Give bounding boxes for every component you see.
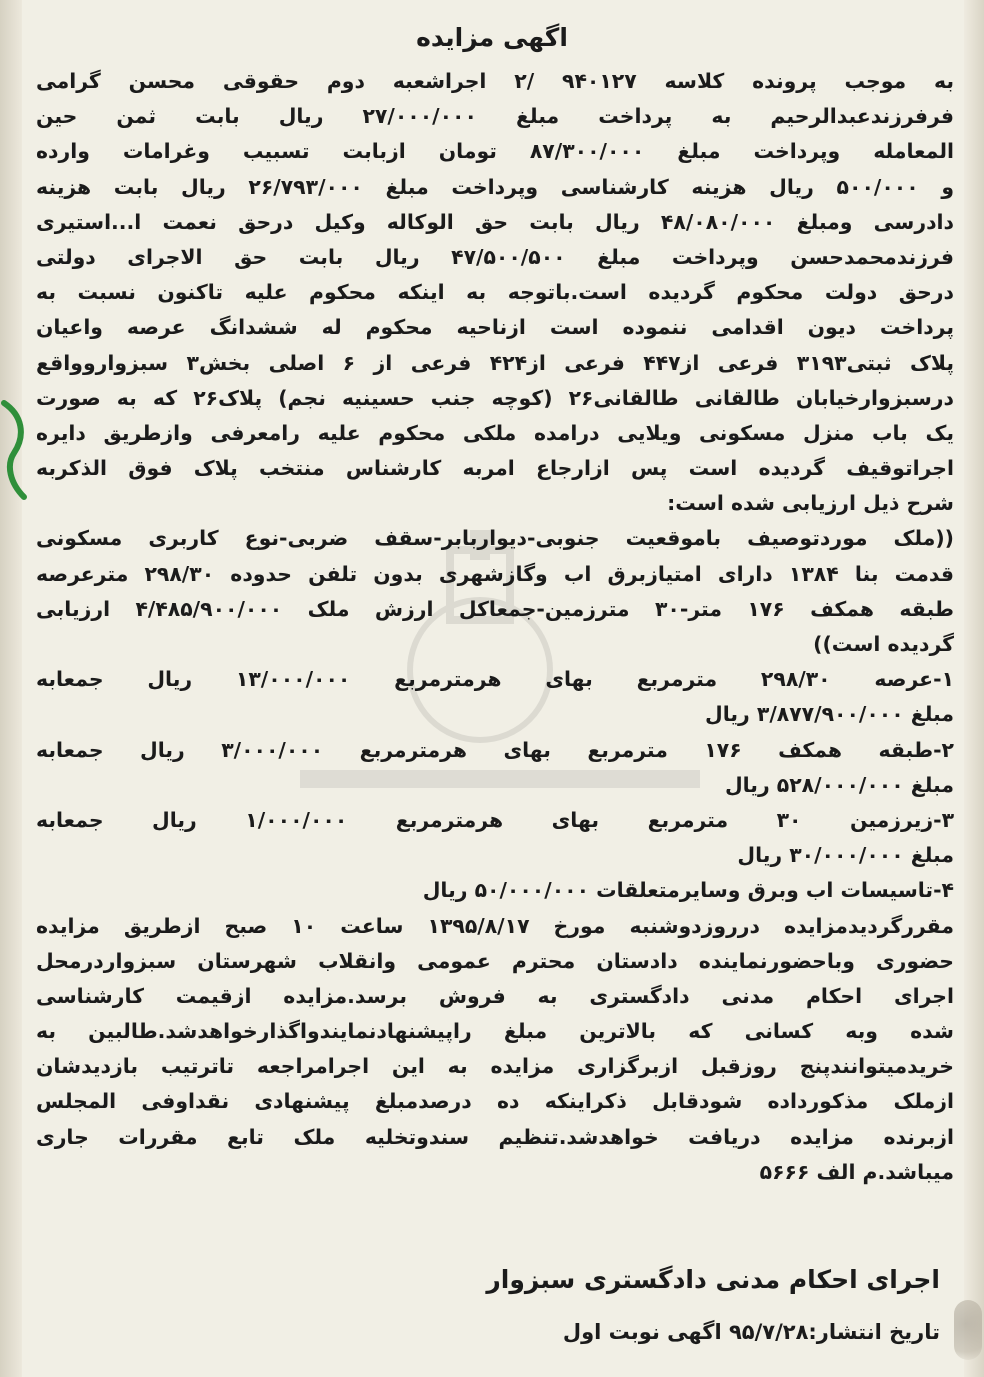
notice-line: ازملک مذکورداده شودقابل ذکراینکه ده درصدمبلغ پیشنهادی نقداوفی المجلس xyxy=(36,1089,954,1114)
notice-line: مبلغ ۳/۸۷۷/۹۰۰/۰۰۰ ریال xyxy=(705,702,954,727)
notice-line: درسبزوارخیابان طالقانی طالقانی۲۶ (کوچه جنب حسینیه نجم) پلاک۲۶ که به صورت xyxy=(36,385,954,410)
notice-line: طبقه همکف ۱۷۶ متر-۳۰ مترزمین-جمعاکل ارزش ملک ۴/۴۸۵/۹۰۰/۰۰۰ ارزیابی xyxy=(36,596,954,621)
notice-line: شده وبه کسانی که بالاترین مبلغ راپیشنهادنمایندواگذارخواهدشد.طالبین به xyxy=(36,1019,954,1044)
notice-line: قدمت بنا ۱۳۸۴ دارای امتیازبرق اب وگازشهری بدون تلفن حدوده ۲۹۸/۳۰ مترعرصه xyxy=(36,561,954,586)
paper-edge-left xyxy=(0,0,22,1377)
notice-line: ۳-زیرزمین ۳۰ مترمربع بهای هرمترمربع ۱/۰۰۰/۰۰۰ ریال جمعابه xyxy=(36,807,954,832)
notice-line: پرداخت دیون اقدامی ننموده است ازناحیه محکوم له ششدانگ عرصه واعیان xyxy=(36,315,954,340)
notice-body xyxy=(36,64,954,1190)
notice-line: خریدمیتوانندپنج روزقبل ازبرگزاری مزایده به این اجرامراجعه تاترتیب بازدیدشان xyxy=(36,1054,954,1079)
notice-line: المعامله وپرداخت مبلغ ۸۷/۳۰۰/۰۰۰ تومان ازبابت تسبیب وغرامات وارده xyxy=(36,139,954,164)
publish-date: تاریخ انتشار:۹۵/۷/۲۸ اگهی نوبت اول xyxy=(562,1320,940,1344)
notice-line: مبلغ ۳۰/۰۰۰/۰۰۰ ریال xyxy=(737,843,954,868)
notice-line: ۲-طبقه همکف ۱۷۶ مترمربع بهای هرمترمربع ۳/۰۰۰/۰۰۰ ریال جمعابه xyxy=(36,737,954,762)
notice-line: میباشد.م الف ۵۶۶۶ xyxy=(759,1159,954,1184)
notice-title: اگهی مزایده xyxy=(416,23,568,52)
notice-line: مقررگردیدمزایده درروزدوشنبه مورخ ۱۳۹۵/۸/۱۷ ساعت ۱۰ صبح ازطریق مزایده xyxy=(36,913,954,938)
stamp-mark xyxy=(954,1300,982,1360)
notice-line: ۱-عرصه ۲۹۸/۳۰ مترمربع بهای هرمترمربع ۱۳/۰۰۰/۰۰۰ ریال جمعابه xyxy=(36,667,954,692)
notice-line: پلاک ثبتی۳۱۹۳ فرعی از۴۴۷ فرعی از۴۲۴ فرعی از ۶ اصلی بخش۳ سبزواروواقع xyxy=(36,350,954,375)
notice-line: حضوری وباحضورنماینده دادستان محترم عمومی وانقلاب شهرستان سبزواردرمحل xyxy=(36,948,954,973)
notice-line: مبلغ ۵۲۸/۰۰۰/۰۰۰ ریال xyxy=(724,772,954,797)
paper-edge-right xyxy=(964,0,984,1377)
notice-line: دادرسی ومبلغ ۴۸/۰۸۰/۰۰۰ ریال بابت حق الوکاله وکیل درحق نعمت ا...استیری xyxy=(36,209,954,234)
green-pen-mark xyxy=(0,395,30,505)
notice-line: فرزندمحمدحسن وپرداخت مبلغ ۴۷/۵۰۰/۵۰۰ ریال بابت حق الاجرای دولتی xyxy=(36,244,954,269)
notice-line: اجرای احکام مدنی دادگستری به فروش برسد.مزایده ازقیمت کارشناسی xyxy=(36,983,954,1008)
notice-line: ((ملک موردتوصیف باموقعیت جنوبی-دیواربابر-سقف ضربی-نوع کاربری مسکونی xyxy=(36,526,954,551)
notice-line: درحق دولت محکوم گردیده است.باتوجه به اینکه محکوم علیه تاکنون نسبت به xyxy=(36,280,954,305)
issuer-signature: اجرای احکام مدنی دادگستری سبزوار xyxy=(486,1265,940,1294)
notice-line: و ۵۰۰/۰۰۰ ریال هزینه کارشناسی وپرداخت مبلغ ۲۶/۷۹۳/۰۰۰ ریال بابت هزینه xyxy=(36,174,954,199)
notice-line: اجراتوقیف گردیده است پس ازارجاع امربه کارشناس منتخب پلاک فوق الذکربه xyxy=(36,456,954,481)
notice-line: شرح ذیل ارزیابی شده است: xyxy=(667,491,954,516)
notice-line: فرفرزندعبدالرحیم به پرداخت مبلغ ۲۷/۰۰۰/۰۰۰ ریال بابت ثمن حین xyxy=(36,104,954,129)
notice-line: ۴-تاسیسات اب وبرق وسایرمتعلقات ۵۰/۰۰۰/۰۰۰ ریال xyxy=(422,878,954,903)
notice-line: ازبرنده مزایده دریافت خواهدشد.تنظیم سندوتخلیه ملک تابع مقررات جاری xyxy=(36,1124,954,1149)
notice-line: یک باب منزل مسکونی ویلایی درامده ملکی محکوم علیه رامعرفی وازطریق دایره xyxy=(36,420,954,445)
notice-line: گردیده است)) xyxy=(813,632,954,656)
notice-line: به موجب پرونده کلاسه ۹۴۰۱۲۷ /۲ اجراشعبه دوم حقوقی محسن گرامی xyxy=(36,69,954,93)
